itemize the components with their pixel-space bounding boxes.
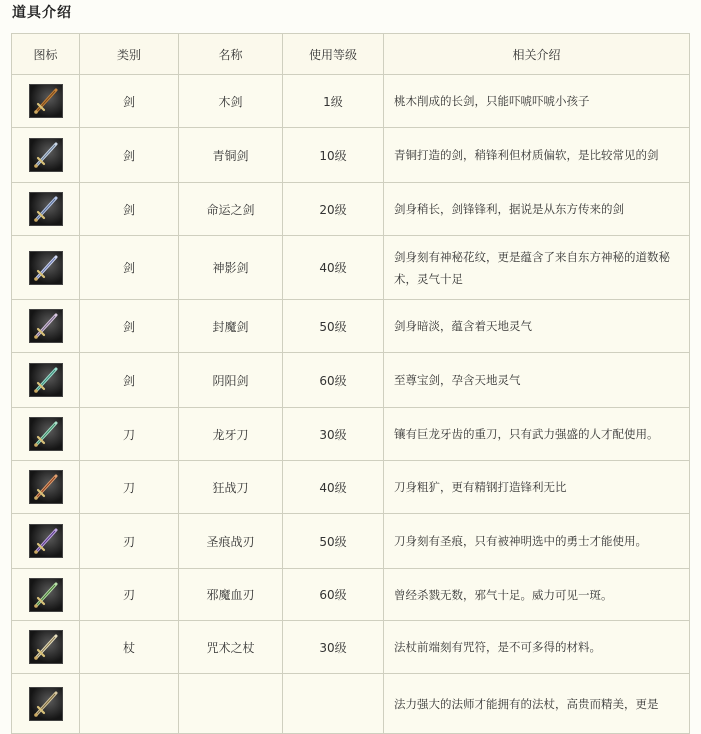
name-cell: 木剑 — [179, 75, 283, 128]
yin-yang-sword-icon — [29, 363, 63, 397]
description-cell: 剑身暗淡，蕴含着天地灵气 — [384, 300, 690, 353]
description-cell: 桃木削成的长剑，只能吓唬吓唬小孩子 — [384, 75, 690, 128]
icon-cell — [12, 514, 80, 569]
item-table — [11, 33, 690, 734]
table-row — [12, 183, 690, 236]
dragon-fang-blade-icon — [29, 417, 63, 451]
description-cell: 青铜打造的剑，稍锋利但材质偏软，是比较常见的剑 — [384, 128, 690, 183]
spell-staff-icon — [29, 630, 63, 664]
header-description: 相关介绍 — [384, 34, 690, 75]
category-cell: 刃 — [80, 514, 179, 569]
description-cell: 镶有巨龙牙齿的重刀，只有武力强盛的人才配使用。 — [384, 408, 690, 461]
category-cell: 刃 — [80, 569, 179, 621]
level-cell: 1级 — [283, 75, 384, 128]
icon-cell — [12, 569, 80, 621]
name-cell: 龙牙刀 — [179, 408, 283, 461]
icon-cell — [12, 674, 80, 734]
level-cell: 20级 — [283, 183, 384, 236]
divine-shadow-sword-icon — [29, 251, 63, 285]
name-cell: 阴阳剑 — [179, 353, 283, 408]
holy-mark-blade-icon — [29, 524, 63, 558]
name-cell: 圣痕战刃 — [179, 514, 283, 569]
page-heading: 道具介绍 — [12, 5, 72, 21]
icon-cell — [12, 408, 80, 461]
level-cell: 30级 — [283, 621, 384, 674]
name-cell: 狂战刀 — [179, 461, 283, 514]
description-cell: 剑身刻有神秘花纹，更是蕴含了来自东方神秘的道数秘术，灵气十足 — [384, 236, 690, 300]
category-cell: 剑 — [80, 75, 179, 128]
level-cell: 60级 — [283, 569, 384, 621]
name-cell: 邪魔血刃 — [179, 569, 283, 621]
category-cell: 剑 — [80, 183, 179, 236]
category-cell: 剑 — [80, 128, 179, 183]
evil-blood-blade-icon — [29, 578, 63, 612]
name-cell: 命运之剑 — [179, 183, 283, 236]
icon-cell — [12, 236, 80, 300]
destiny-sword-icon — [29, 192, 63, 226]
table-row — [12, 621, 690, 674]
name-cell: 封魔剑 — [179, 300, 283, 353]
icon-cell — [12, 621, 80, 674]
mage-staff-icon — [29, 687, 63, 721]
table-row — [12, 514, 690, 569]
table-row — [12, 461, 690, 514]
header-category: 类别 — [80, 34, 179, 75]
level-cell: 50级 — [283, 514, 384, 569]
level-cell: 50级 — [283, 300, 384, 353]
description-cell: 刀身刻有圣痕，只有被神明选中的勇士才能使用。 — [384, 514, 690, 569]
description-cell: 法力强大的法师才能拥有的法杖，高贵而精美，更是 — [384, 674, 690, 734]
level-cell: 40级 — [283, 461, 384, 514]
description-cell: 曾经杀戮无数，邪气十足。威力可见一斑。 — [384, 569, 690, 621]
header-icon: 图标 — [12, 34, 80, 75]
name-cell: 神影剑 — [179, 236, 283, 300]
description-cell: 刀身粗犷，更有精钢打造锋利无比 — [384, 461, 690, 514]
name-cell: 咒术之杖 — [179, 621, 283, 674]
category-cell — [80, 674, 179, 734]
level-cell — [283, 674, 384, 734]
header-name: 名称 — [179, 34, 283, 75]
category-cell: 刀 — [80, 461, 179, 514]
icon-cell — [12, 353, 80, 408]
description-cell: 法杖前端刻有咒符，是不可多得的材料。 — [384, 621, 690, 674]
category-cell: 剑 — [80, 300, 179, 353]
level-cell: 40级 — [283, 236, 384, 300]
name-cell — [179, 674, 283, 734]
table-row — [12, 300, 690, 353]
table-row — [12, 408, 690, 461]
icon-cell — [12, 461, 80, 514]
table-row — [12, 674, 690, 734]
category-cell: 杖 — [80, 621, 179, 674]
table-header-row — [12, 34, 690, 75]
icon-cell — [12, 128, 80, 183]
bronze-sword-icon — [29, 138, 63, 172]
table-row — [12, 128, 690, 183]
table-row — [12, 75, 690, 128]
wooden-sword-icon — [29, 84, 63, 118]
category-cell: 剑 — [80, 236, 179, 300]
berserk-blade-icon — [29, 470, 63, 504]
table-row — [12, 569, 690, 621]
icon-cell — [12, 75, 80, 128]
icon-cell — [12, 183, 80, 236]
table-row — [12, 236, 690, 300]
level-cell: 60级 — [283, 353, 384, 408]
level-cell: 30级 — [283, 408, 384, 461]
table-row — [12, 353, 690, 408]
category-cell: 剑 — [80, 353, 179, 408]
header-level: 使用等级 — [283, 34, 384, 75]
icon-cell — [12, 300, 80, 353]
demon-seal-sword-icon — [29, 309, 63, 343]
description-cell: 至尊宝剑，孕含天地灵气 — [384, 353, 690, 408]
name-cell: 青铜剑 — [179, 128, 283, 183]
category-cell: 刀 — [80, 408, 179, 461]
level-cell: 10级 — [283, 128, 384, 183]
description-cell: 剑身稍长，剑锋锋利，据说是从东方传来的剑 — [384, 183, 690, 236]
